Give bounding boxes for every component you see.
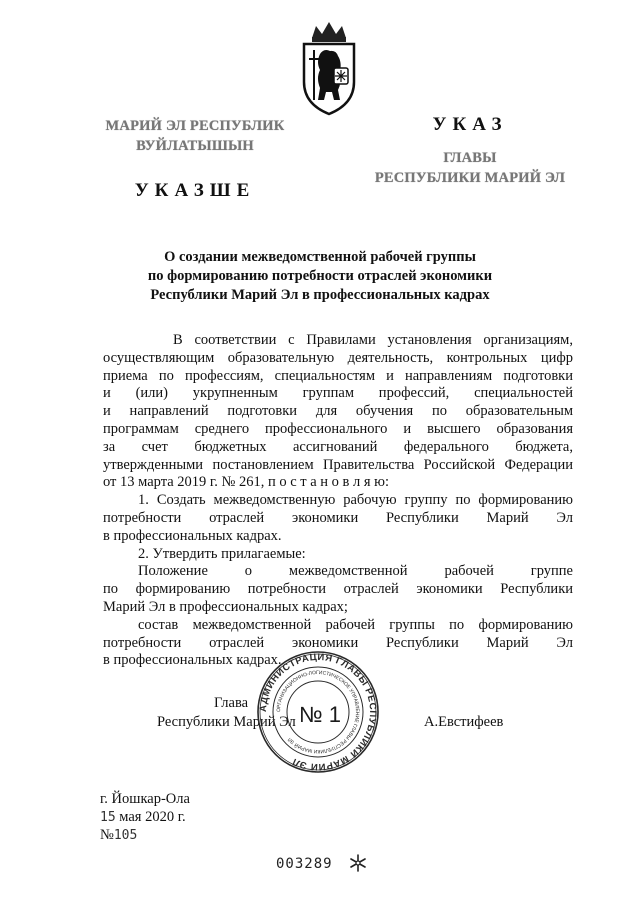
body-line: программам среднего профессионального и высшего образования [103, 420, 573, 437]
header-left-line1: МАРИЙ ЭЛ РЕСПУБЛИК [105, 118, 285, 134]
body-line: по формированию потребности отраслей экономики Республики [103, 581, 573, 598]
footer-date [100, 808, 186, 827]
header-right-title: УКАЗ [432, 114, 508, 135]
body-line: и направлений подготовки для обучения по образовательным [103, 403, 573, 420]
body-line: В соответствии с Правилами установления организациям, [173, 332, 573, 348]
footer-date-rest: мая 2020 г. [115, 809, 186, 825]
body-line: потребности отраслей экономики Республики Марий Эл [103, 634, 573, 651]
signer-post-line1: Глава [214, 695, 249, 711]
body-line: от 13 марта 2019 г. № 261, п о с т а н о в л я ю: [103, 474, 390, 491]
footer-city: г. Йошкар-Ола [100, 791, 190, 807]
stamp-inner-text: ОРГАНИЗАЦИОННО-ЛОГИСТИЧЕСКОЕ УПРАВЛЕНИЕ ГЛАВЫ РЕСПУБЛИКИ МАРИЙ ЭЛ [275, 669, 361, 755]
stamp-outer-text: АДМИНИСТРАЦИЯ ГЛАВЫ РЕСПУБЛИКИ МАРИЙ ЭЛ [257, 651, 379, 773]
snowflake-icon [348, 853, 368, 873]
body-line: в профессиональных кадрах. [103, 527, 282, 544]
decree-body [103, 332, 573, 670]
header-right-line2: РЕСПУБЛИКИ МАРИЙ ЭЛ [374, 170, 566, 186]
decree-title-line1: О создании межведомственной рабочей группы [164, 249, 476, 265]
body-line: 2. Утвердить прилагаемые: [138, 545, 306, 562]
official-stamp [256, 650, 380, 774]
header-left [90, 116, 300, 202]
decree-title-line3: Республики Марий Эл в профессиональных кадрах [150, 287, 490, 303]
header-left-line2: ВУЙЛАТЫШЫН [136, 138, 254, 154]
body-line: Марий Эл в профессиональных кадрах; [103, 598, 348, 615]
decree-title [110, 248, 530, 305]
footer-number [100, 826, 137, 845]
header-left-title: УКАЗШЕ [134, 180, 256, 201]
coat-of-arms-emblem [298, 20, 360, 116]
body-line: Положение о межведомственной рабочей группе [138, 563, 573, 580]
header-right-line1: ГЛАВЫ [443, 150, 497, 166]
stamp-number: № 1 [299, 702, 341, 727]
body-line: 1. Создать межведомственную рабочую группу по формированию [138, 492, 573, 509]
body-line: за счет бюджетных ассигнований федерального бюджета, [103, 438, 573, 455]
body-line: состав межведомственной рабочей группы по формированию [138, 616, 573, 633]
signer-post-line2: Республики Марий Эл [157, 714, 296, 730]
signer-name: А.Евстифеев [424, 714, 504, 730]
header-right [360, 114, 580, 188]
footer-number-value: 105 [113, 828, 138, 843]
serial-number: 003289 [276, 856, 333, 872]
footer-number-prefix: № [100, 827, 114, 843]
decree-title-line2: по формированию потребности отраслей экономики [147, 268, 493, 284]
footer-date-day: 15 [100, 810, 116, 825]
body-line: утвержденными постановлением Правительства Российской Федерации [103, 456, 573, 473]
body-line: в профессиональных кадрах. [103, 652, 282, 669]
body-line: и (или) укрупненным группам профессий, специальностей [103, 385, 573, 402]
body-line: приема по профессиям, специальностям и направлениям подготовки [103, 367, 573, 384]
body-line: осуществляющим образовательную деятельность, контрольных цифр [103, 349, 573, 366]
body-line: потребности отраслей экономики Республики Марий Эл [103, 509, 573, 526]
